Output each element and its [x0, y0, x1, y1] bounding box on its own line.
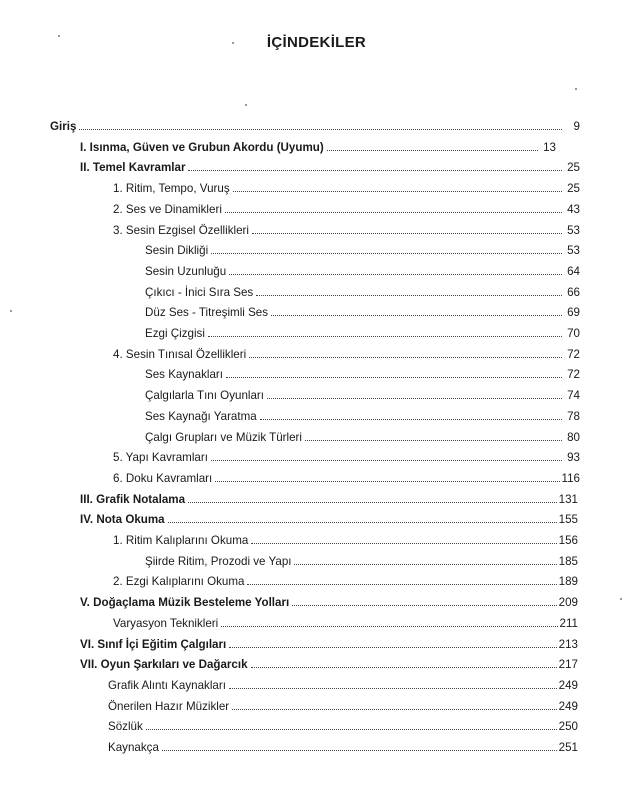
- toc-entry-page: 53: [567, 223, 580, 237]
- toc-entry: [145, 408, 580, 424]
- dot-leader: [188, 159, 562, 171]
- toc-entry-label: I. Isınma, Güven ve Grubun Akordu (Uyumu): [80, 140, 324, 154]
- toc-entry-page: 78: [567, 409, 580, 423]
- toc-entry: [80, 636, 578, 652]
- dot-leader: [232, 698, 557, 710]
- toc-entry-page: 217: [558, 658, 578, 672]
- toc-entry: [50, 118, 580, 134]
- toc-entry-label: Önerilen Hazır Müzikler: [108, 699, 230, 713]
- toc-entry-label: Çalgı Grupları ve Müzik Türleri: [145, 430, 302, 444]
- toc-entry: [113, 573, 578, 589]
- toc-entry: [145, 553, 578, 569]
- dot-leader: [292, 594, 556, 606]
- toc-entry-page: 93: [567, 451, 580, 465]
- toc-entry: [113, 180, 580, 196]
- toc-entry-label: 5. Yapı Kavramları: [113, 451, 208, 465]
- dot-leader: [225, 201, 562, 213]
- scan-speck: [10, 310, 12, 312]
- toc-entry: [80, 159, 580, 175]
- toc-entry: [108, 718, 578, 734]
- dot-leader: [215, 470, 559, 482]
- toc-entry-label: IV. Nota Okuma: [80, 513, 165, 527]
- dot-leader: [229, 636, 556, 648]
- toc-entry: [145, 366, 580, 382]
- toc-entry-page: 189: [558, 575, 578, 589]
- toc-entry-page: 74: [567, 389, 580, 403]
- dot-leader: [168, 511, 557, 523]
- toc-entry: [145, 263, 580, 279]
- scan-speck: [620, 598, 622, 600]
- dot-leader: [146, 718, 557, 730]
- dot-leader: [229, 677, 557, 689]
- dot-leader: [305, 429, 562, 441]
- toc-entry-page: 66: [567, 285, 580, 299]
- toc-entry-page: 185: [558, 554, 578, 568]
- dot-leader: [249, 346, 562, 358]
- toc-entry-label: 6. Doku Kavramları: [113, 471, 213, 485]
- toc-entry-page: 209: [558, 596, 578, 610]
- toc-entry-label: 2. Ezgi Kalıplarını Okuma: [113, 575, 245, 589]
- toc-entry: [145, 242, 580, 258]
- dot-leader: [260, 408, 562, 420]
- toc-entry: [80, 139, 556, 155]
- toc-entry: [113, 470, 580, 486]
- toc-entry-page: 72: [567, 347, 580, 361]
- dot-leader: [226, 366, 562, 378]
- dot-leader: [271, 304, 562, 316]
- toc-entry-label: VI. Sınıf İçi Eğitim Çalgıları: [80, 637, 227, 651]
- toc-entry-page: 250: [558, 720, 578, 734]
- toc-entry-label: Ezgi Çizgisi: [145, 327, 205, 340]
- toc-entry-page: 13: [543, 140, 556, 154]
- toc-entry-label: Grafik Alıntı Kaynakları: [108, 678, 226, 692]
- toc-entry: [113, 201, 580, 217]
- toc-entry-label: Sesin Uzunluğu: [145, 264, 227, 278]
- toc-entry: [113, 346, 580, 362]
- toc-entry-label: VII. Oyun Şarkıları ve Dağarcık: [80, 658, 248, 672]
- toc-entry-page: 80: [567, 430, 580, 444]
- toc-entry: [145, 304, 580, 320]
- toc-entry: [113, 615, 578, 631]
- toc-entry-label: Varyasyon Teknikleri: [113, 616, 219, 630]
- toc-entry: [113, 449, 580, 465]
- toc-entry-label: V. Doğaçlama Müzik Besteleme Yolları: [80, 596, 290, 610]
- toc-entry-page: 25: [567, 182, 580, 196]
- toc-entry: [145, 284, 580, 300]
- toc-entry-label: Çalgılarla Tını Oyunları: [145, 389, 264, 403]
- toc-entry: [80, 594, 578, 610]
- toc-entry-page: 213: [558, 637, 578, 651]
- dot-leader: [188, 491, 557, 503]
- toc-entry: [80, 491, 578, 507]
- dot-leader: [267, 387, 562, 399]
- toc-entry-page: 43: [567, 202, 580, 216]
- toc-entry-page: 72: [567, 368, 580, 382]
- toc-entry-label: Sözlük: [108, 720, 143, 734]
- toc-entry-label: Çıkıcı - İnici Sıra Ses: [145, 285, 254, 299]
- toc-entry-label: II. Temel Kavramlar: [80, 161, 186, 175]
- toc-entry-label: Ses Kaynağı Yaratma: [145, 409, 257, 423]
- dot-leader: [79, 118, 562, 130]
- toc-entry-page: 69: [567, 306, 580, 320]
- toc-entry: [145, 429, 580, 445]
- toc-entry-label: 1. Ritim, Tempo, Vuruş: [113, 182, 230, 196]
- scan-speck: [232, 42, 234, 44]
- toc-entry-label: Düz Ses - Titreşimli Ses: [145, 306, 269, 320]
- dot-leader: [221, 615, 557, 627]
- dot-leader: [252, 222, 562, 234]
- toc-entry-label: III. Grafik Notalama: [80, 492, 186, 506]
- toc-entry-label: Sesin Dikliği: [145, 244, 209, 258]
- toc-entry-page: 155: [558, 513, 578, 527]
- toc-entry-page: 116: [561, 471, 580, 485]
- dot-leader: [233, 180, 562, 192]
- toc-entry: [113, 222, 580, 238]
- dot-leader: [327, 139, 538, 151]
- toc-entry-page: 9: [573, 120, 580, 133]
- scan-speck: [58, 35, 60, 37]
- toc-entry-page: 131: [558, 492, 578, 506]
- dot-leader: [208, 325, 562, 337]
- toc-entry-label: 2. Ses ve Dinamikleri: [113, 202, 222, 216]
- dot-leader: [294, 553, 556, 565]
- toc-entry-page: 25: [567, 161, 580, 175]
- toc-entry: [108, 677, 578, 693]
- toc-entry-page: 251: [558, 741, 578, 754]
- toc-entry: [145, 325, 580, 341]
- toc-entry: [108, 698, 578, 714]
- dot-leader: [229, 263, 562, 275]
- toc-entry-page: 53: [567, 244, 580, 258]
- dot-leader: [162, 739, 557, 751]
- toc-entry-label: Giriş: [50, 120, 77, 133]
- toc-entry-page: 70: [567, 327, 580, 340]
- toc-entry-page: 156: [558, 534, 578, 547]
- toc-entry-label: 1. Ritim Kalıplarını Okuma: [113, 534, 249, 547]
- dot-leader: [211, 449, 562, 461]
- dot-leader: [251, 532, 556, 544]
- toc-entry-page: 249: [558, 699, 578, 713]
- scan-speck: [245, 104, 247, 106]
- toc-entry: [80, 656, 578, 672]
- toc-entry-label: 4. Sesin Tınısal Özellikleri: [113, 347, 247, 361]
- toc-entry-page: 249: [558, 678, 578, 692]
- toc-entry: [145, 387, 580, 403]
- toc-entry: [113, 532, 578, 548]
- toc-entry-page: 64: [567, 264, 580, 278]
- dot-leader: [247, 573, 556, 585]
- scan-speck: [575, 88, 577, 90]
- toc-entry: [108, 739, 578, 755]
- toc-entry-label: 3. Sesin Ezgisel Özellikleri: [113, 223, 249, 237]
- dot-leader: [256, 284, 562, 296]
- toc-entry-page: 211: [559, 616, 578, 630]
- toc-entry-label: Kaynakça: [108, 741, 159, 754]
- toc-entry: [80, 511, 578, 527]
- toc-entry-label: Şiirde Ritim, Prozodi ve Yapı: [145, 554, 292, 568]
- toc-entry-label: Ses Kaynakları: [145, 368, 223, 382]
- dot-leader: [251, 656, 557, 668]
- page-title: İÇİNDEKİLER: [266, 34, 367, 51]
- dot-leader: [211, 242, 562, 254]
